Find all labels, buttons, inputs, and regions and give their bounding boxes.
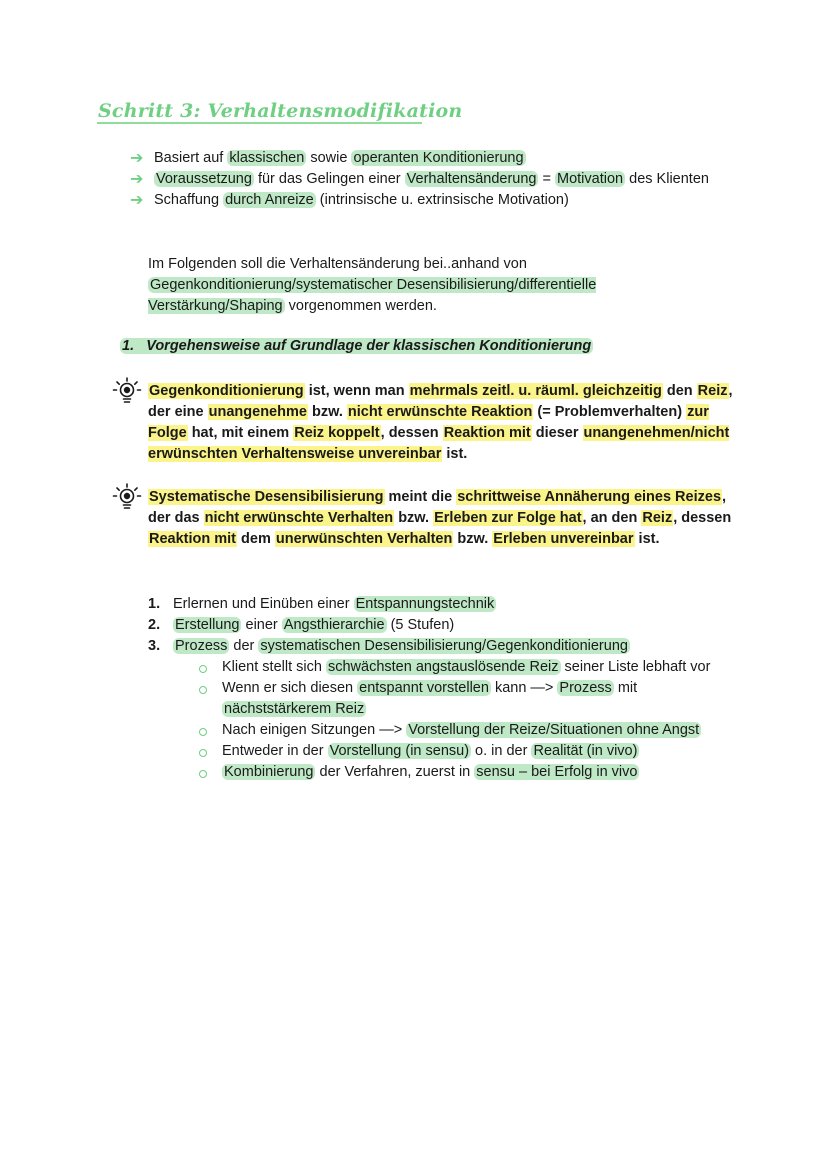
- lightbulb-icon: [112, 482, 142, 512]
- highlighted-term: Erleben zur Folge hat: [434, 510, 582, 526]
- highlighted-term: Entspannungstechnik: [355, 596, 495, 612]
- highlighted-term: entspannt vorstellen: [359, 680, 489, 696]
- circle-bullet-icon: [199, 665, 207, 673]
- sub-list-item: Entweder in der Vorstellung (in sensu) o. in der Realität (in vivo): [197, 741, 722, 762]
- highlighted-term: Reaktion mit: [443, 425, 531, 441]
- highlighted-term: nicht erwünschte Reaktion: [347, 404, 533, 420]
- list-item: ➔ Schaffung durch Anreize (intrinsische u. extrinsische Motivation): [130, 192, 569, 209]
- highlighted-term: Gegenkonditionierung: [149, 383, 304, 399]
- highlighted-term: zur Folge: [148, 404, 709, 441]
- highlighted-term: Systematische Desensibilisierung: [149, 489, 384, 505]
- sub-list-item: Nach einigen Sitzungen —> Vorstellung der Reize/Situationen ohne Angst: [197, 720, 722, 741]
- step-item: 1. Erlernen und Einüben einer Entspannungstechnik: [148, 594, 748, 615]
- intro-paragraph: Im Folgenden soll die Verhaltensänderung bei..anhand von Gegenkonditionierung/systematischer Desensibilisierung/differentielle Verstärkung/Shaping vorgenommen werden.: [148, 256, 597, 314]
- definition-gegenkonditionierung: Gegenkonditionierung ist, wenn man mehrmals zeitl. u. räuml. gleichzeitig den Reiz, der eine unangenehme bzw. nicht erwünschte Reaktion (= Problemverhalten) zur Folge hat, mit einem Reiz koppelt, dessen Reaktion mit dieser unangenehmen/nicht erwünschten Verhaltensweise unvereinbar ist.: [148, 383, 733, 462]
- highlighted-term: mehrmals zeitl. u. räuml. gleichzeitig: [409, 383, 662, 399]
- highlighted-term: unangenehme: [208, 404, 307, 420]
- circle-bullet-icon: [199, 770, 207, 778]
- arrow-right-icon: ➔: [130, 171, 144, 188]
- list-item: ➔ Voraussetzung für das Gelingen einer Verhaltensänderung = Motivation des Klienten: [130, 171, 709, 188]
- step-item: 3. Prozess der systematischen Desensibilisierung/Gegenkonditionierung: [148, 636, 748, 657]
- circle-bullet-icon: [199, 728, 207, 736]
- highlighted-term: Angsthierarchie: [283, 617, 385, 633]
- highlighted-term: Realität (in vivo): [533, 743, 638, 759]
- highlighted-term: Kombinierung: [224, 764, 314, 780]
- highlighted-term: Prozess: [559, 680, 612, 696]
- definition-systematische-desensibilisierung: Systematische Desensibilisierung meint die schrittweise Annäherung eines Reizes, der das nicht erwünschte Verhalten bzw. Erleben zur Folge hat, an den Reiz, dessen Reaktion mit dem unerwünschten Verhalten bzw. Erleben unvereinbar ist.: [148, 489, 732, 547]
- sub-list-item: Wenn er sich diesen entspannt vorstellen kann —> Prozess mit nächststärkerem Reiz: [197, 678, 722, 720]
- highlighted-term: nicht erwünschte Verhalten: [204, 510, 394, 526]
- highlighted-term: sensu – bei Erfolg in vivo: [476, 764, 638, 780]
- sub-list-item: Klient stellt sich schwächsten angstauslösende Reiz seiner Liste lebhaft vor: [197, 657, 722, 678]
- highlighted-term: Reiz: [697, 383, 728, 399]
- highlighted-term: schrittweise Annäherung eines Reizes: [457, 489, 722, 505]
- highlighted-term: Erstellung: [175, 617, 240, 633]
- highlighted-term: Reiz koppelt: [294, 425, 380, 441]
- highlighted-term: Reiz: [642, 510, 673, 526]
- step-number: 2.: [148, 617, 161, 633]
- highlighted-term: unangenehmen/nicht erwünschten Verhaltensweise unvereinbar: [148, 425, 730, 462]
- step-number: 3.: [148, 638, 161, 654]
- lightbulb-icon: [112, 376, 142, 406]
- page-title: Schritt 3: Verhaltensmodifikation: [98, 100, 463, 122]
- highlighted-term: Reaktion mit: [149, 531, 237, 547]
- highlighted-term: systematischen Desensibilisierung/Gegenkonditionierung: [260, 638, 628, 654]
- step-number: 1.: [148, 596, 161, 612]
- section-heading: 1. Vorgehensweise auf Grundlage der klassischen Konditionierung: [122, 338, 592, 354]
- procedure-steps: [148, 594, 748, 783]
- step-item: 2. Erstellung einer Angsthierarchie (5 Stufen): [148, 615, 748, 636]
- highlighted-term: Vorstellung der Reize/Situationen ohne Angst: [408, 722, 700, 738]
- title-underline: [97, 122, 422, 124]
- circle-bullet-icon: [199, 749, 207, 757]
- circle-bullet-icon: [199, 686, 207, 694]
- highlighted-term: unerwünschten Verhalten: [275, 531, 453, 547]
- list-item: ➔ Basiert auf klassischen sowie operanten Konditionierung: [130, 150, 524, 167]
- highlighted-term: schwächsten angstauslösende Reiz: [327, 659, 559, 675]
- arrow-right-icon: ➔: [130, 192, 144, 209]
- intro-bullet-list: [130, 148, 730, 211]
- sub-list-item: Kombinierung der Verfahren, zuerst in sensu – bei Erfolg in vivo: [197, 762, 722, 783]
- arrow-right-icon: ➔: [130, 150, 144, 167]
- highlighted-term: nächststärkerem Reiz: [224, 701, 365, 717]
- highlighted-term: Erleben unvereinbar: [493, 531, 634, 547]
- highlighted-term: Vorstellung (in sensu): [329, 743, 470, 759]
- highlighted-term: Prozess: [175, 638, 228, 654]
